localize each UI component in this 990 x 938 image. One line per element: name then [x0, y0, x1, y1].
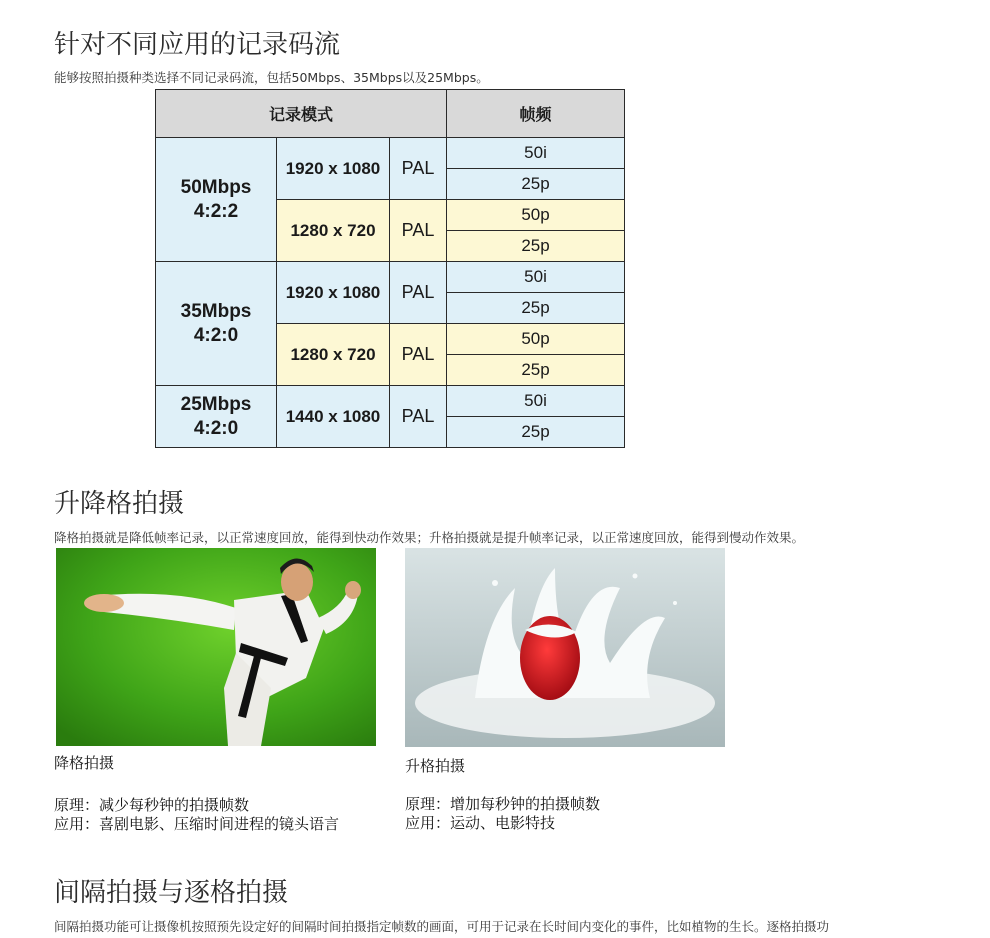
bitrate-cell — [156, 262, 277, 386]
system-cell: PAL — [390, 138, 447, 200]
section-desc-crank: 降格拍摄就是降低帧率记录，以正常速度回放，能得到快动作效果；升格拍摄就是提升帧率记录，以正常速度回放，能得到慢动作效果。 — [54, 530, 805, 545]
frame-rate-cell: 25p — [447, 355, 625, 386]
section-desc-interval: 间隔拍摄功能可让摄像机按照预先设定好的间隔时间拍摄指定帧数的画面，可用于记录在长时间内变化的事件，比如植物的生长。逐格拍摄功 — [54, 919, 830, 934]
sampling-label: 4:2:0 — [193, 417, 239, 439]
bitrate-cell — [156, 386, 277, 448]
overcrank-caption: 升格拍摄 — [405, 757, 466, 775]
resolution-cell: 1920 x 1080 — [277, 138, 390, 200]
frame-rate-cell: 50p — [447, 324, 625, 355]
section-title-crank: 升降格拍摄 — [54, 489, 185, 519]
overcrank-application: 应用：运动、电影特技 — [405, 814, 556, 832]
frame-rate-cell: 25p — [447, 417, 625, 448]
frame-rate-cell: 25p — [447, 169, 625, 200]
frame-rate-cell: 50i — [447, 262, 625, 293]
sampling-label: 4:2:0 — [193, 324, 239, 346]
system-cell: PAL — [390, 200, 447, 262]
bitrate-label: 50Mbps — [180, 176, 252, 198]
table-row — [156, 386, 625, 417]
undercrank-application: 应用：喜剧电影、压缩时间进程的镜头语言 — [54, 815, 340, 833]
section-title-interval: 间隔拍摄与逐格拍摄 — [54, 878, 289, 908]
recording-mode-table — [155, 89, 625, 448]
frame-rate-cell: 50p — [447, 200, 625, 231]
section-desc-bitrate: 能够按照拍摄种类选择不同记录码流，包括50Mbps、35Mbps以及25Mbps。 — [54, 70, 489, 85]
frame-rate-cell: 50i — [447, 386, 625, 417]
resolution-cell: 1280 x 720 — [277, 200, 390, 262]
bitrate-cell — [156, 138, 277, 262]
resolution-cell: 1440 x 1080 — [277, 386, 390, 448]
system-cell: PAL — [390, 324, 447, 386]
sampling-label: 4:2:2 — [193, 200, 239, 222]
bitrate-label: 25Mbps — [180, 393, 252, 415]
resolution-cell: 1920 x 1080 — [277, 262, 390, 324]
frame-rate-cell: 25p — [447, 293, 625, 324]
table-row — [156, 262, 625, 293]
system-cell: PAL — [390, 386, 447, 448]
table-row — [156, 138, 625, 169]
undercrank-photo — [56, 548, 376, 746]
section-title-bitrate: 针对不同应用的记录码流 — [54, 30, 341, 60]
overcrank-principle: 原理：增加每秒钟的拍摄帧数 — [405, 795, 601, 813]
system-cell: PAL — [390, 262, 447, 324]
resolution-cell: 1280 x 720 — [277, 324, 390, 386]
frame-rate-cell: 50i — [447, 138, 625, 169]
undercrank-caption: 降格拍摄 — [54, 754, 115, 772]
header-recording-mode: 记录模式 — [156, 90, 447, 138]
bitrate-label: 35Mbps — [180, 300, 252, 322]
frame-rate-cell: 25p — [447, 231, 625, 262]
header-frame-rate: 帧频 — [447, 90, 625, 138]
table-header-row — [156, 90, 625, 138]
overcrank-photo — [405, 548, 725, 747]
undercrank-principle: 原理：减少每秒钟的拍摄帧数 — [54, 796, 250, 814]
